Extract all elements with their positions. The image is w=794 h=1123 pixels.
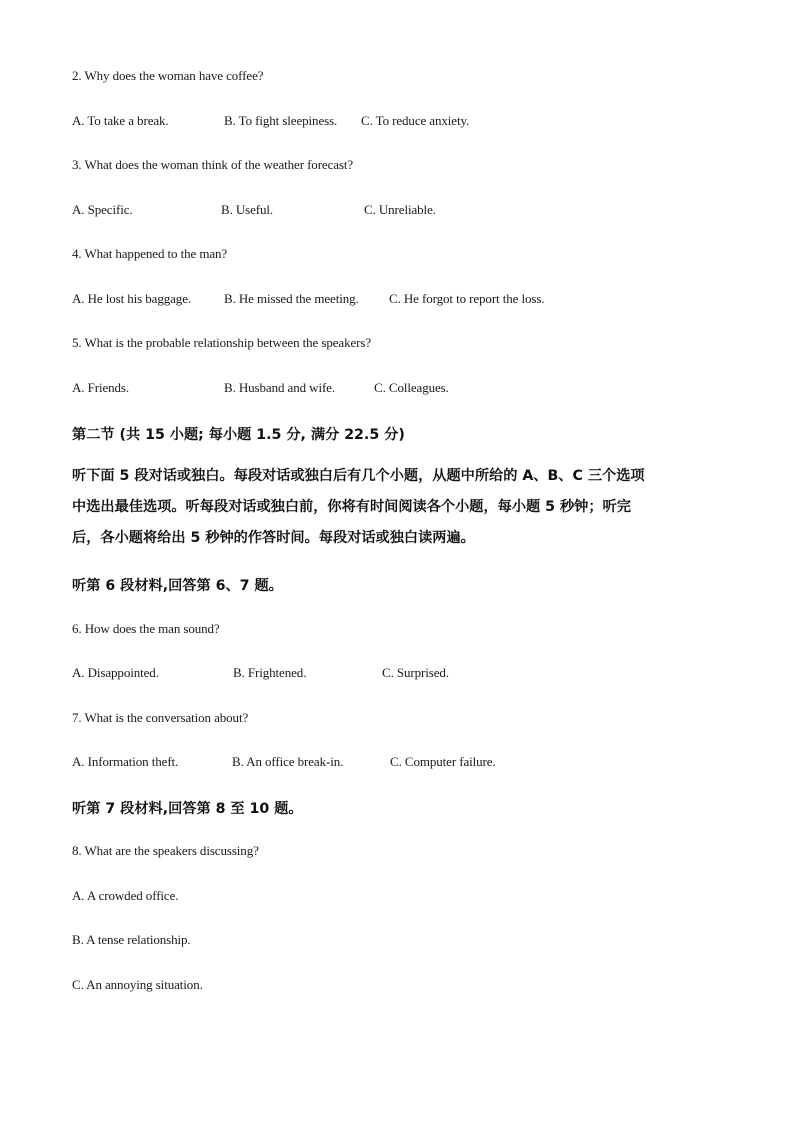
option-a: A. He lost his baggage. [72, 291, 192, 306]
option-b: B. A tense relationship. [72, 932, 191, 947]
option-b: B. To fight sleepiness. [224, 113, 338, 128]
instruction-line: 听下面 5 段对话或独白。每段对话或独白后有几个小题，从题中所给的 A、B、C 三个选项 [72, 468, 645, 484]
question-4: 4. What happened to the man? [72, 246, 228, 261]
option-c: C. Computer failure. [390, 754, 496, 769]
option-b: B. Useful. [221, 202, 274, 217]
option-a: A. Friends. [72, 380, 130, 395]
option-b: B. An office break-in. [232, 754, 344, 769]
passage-6-heading: 听第 6 段材料,回答第 6、7 题。 [72, 578, 283, 594]
question-2: 2. Why does the woman have coffee? [72, 68, 264, 83]
option-a: A. Information theft. [72, 754, 179, 769]
option-a: A. A crowded office. [72, 888, 179, 903]
instruction-line: 后，各小题将给出 5 秒钟的作答时间。每段对话或独白读两遍。 [72, 530, 475, 546]
question-8: 8. What are the speakers discussing? [72, 843, 259, 858]
question-3: 3. What does the woman think of the weather forecast? [72, 157, 354, 172]
section-heading: 第二节 (共 15 小题; 每小题 1.5 分, 满分 22.5 分) [72, 427, 405, 443]
option-a: A. Disappointed. [72, 665, 159, 680]
option-b: B. Frightened. [233, 665, 307, 680]
passage-7-heading: 听第 7 段材料,回答第 8 至 10 题。 [72, 801, 303, 817]
option-a: A. Specific. [72, 202, 133, 217]
question-7: 7. What is the conversation about? [72, 710, 249, 725]
option-b: B. Husband and wife. [224, 380, 336, 395]
option-b: B. He missed the meeting. [224, 291, 359, 306]
option-c: C. Unreliable. [364, 202, 436, 217]
option-c: C. Surprised. [382, 665, 449, 680]
option-a: A. To take a break. [72, 113, 169, 128]
option-c: C. He forgot to report the loss. [389, 291, 545, 306]
option-c: C. To reduce anxiety. [361, 113, 470, 128]
option-c: C. Colleagues. [374, 380, 449, 395]
instruction-line: 中选出最佳选项。听每段对话或独白前，你将有时间阅读各个小题，每小题 5 秒钟；听完 [72, 499, 631, 515]
question-5: 5. What is the probable relationship between the speakers? [72, 335, 371, 350]
section-instructions [72, 461, 712, 554]
option-c: C. An annoying situation. [72, 977, 203, 992]
question-6: 6. How does the man sound? [72, 621, 220, 636]
